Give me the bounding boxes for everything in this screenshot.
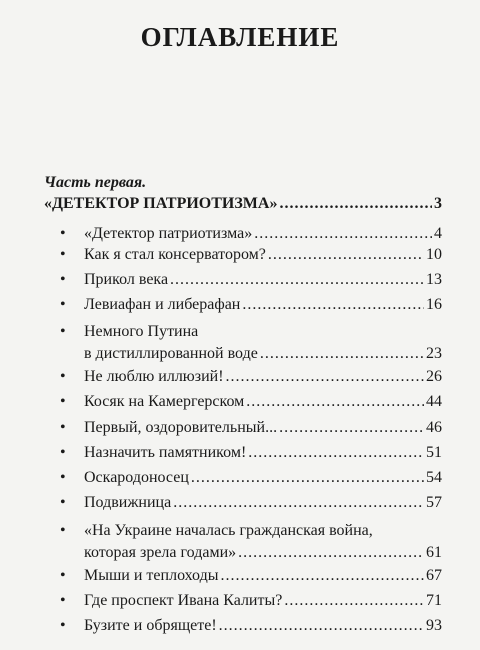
toc-page-number: 44 (426, 393, 442, 410)
leader-dots (191, 468, 424, 488)
toc-page-number: 23 (426, 345, 442, 362)
toc-entry[interactable] (0, 344, 480, 364)
toc-entry[interactable] (0, 224, 480, 244)
toc-entry-title: Прикол века (84, 271, 169, 288)
toc-page-number: 13 (426, 271, 442, 288)
bullet-icon: • (60, 246, 66, 263)
toc-page-number: 67 (426, 567, 442, 584)
toc-entry[interactable] (0, 295, 480, 315)
leader-dots (284, 591, 424, 611)
bullet-icon: • (60, 225, 66, 242)
leader-dots (238, 543, 424, 563)
toc-entry-title: Оскародоносец (84, 469, 189, 486)
toc-entry[interactable] (0, 591, 480, 611)
toc-entry-title: Где проспект Ивана Калиты? (84, 592, 283, 609)
toc-page-number: 71 (426, 592, 442, 609)
toc-page-number: 51 (426, 444, 442, 461)
toc-entry-title: «Детектор патриотизма» (84, 225, 253, 242)
toc-entry-title: Подвижница (84, 494, 172, 511)
bullet-icon: • (60, 271, 66, 288)
toc-page-number: 61 (426, 544, 442, 561)
toc-page-number: 93 (426, 617, 442, 634)
toc-entry[interactable] (0, 392, 480, 412)
leader-dots (248, 443, 424, 463)
toc-entry-title: Как я стал консерватором? (84, 246, 266, 263)
toc-page-number: 54 (426, 469, 442, 486)
bullet-icon: • (60, 522, 66, 539)
toc-entry[interactable] (0, 367, 480, 387)
leader-dots (242, 295, 424, 315)
toc-entry-title: Косяк на Камергерском (84, 393, 245, 410)
toc-page-number: 10 (426, 246, 442, 263)
toc-entry-title-line2: в дистиллированной воде (84, 345, 258, 362)
toc-entry-title: Левиафан и либерафан (84, 296, 241, 313)
leader-dots (279, 418, 424, 438)
toc-entry[interactable] (0, 543, 480, 563)
bullet-icon: • (60, 296, 66, 313)
bullet-icon: • (60, 323, 66, 340)
toc-page-number: 16 (426, 296, 442, 313)
toc-entry[interactable] (0, 270, 480, 290)
bullet-icon: • (60, 368, 66, 385)
toc-page-number: 57 (426, 494, 442, 511)
bullet-icon: • (60, 444, 66, 461)
bullet-icon: • (60, 419, 66, 436)
toc-entry-title-line1: «На Украине началась гражданская война, (84, 522, 373, 539)
toc-page-number: 26 (426, 368, 442, 385)
toc-entry[interactable] (0, 493, 480, 513)
toc-entry[interactable] (0, 616, 480, 636)
leader-dots (254, 224, 432, 244)
toc-entry-title-line2: которая зрела годами» (84, 544, 237, 561)
bullet-icon: • (60, 617, 66, 634)
leader-dots (220, 566, 424, 586)
toc-entry[interactable] (0, 468, 480, 488)
bullet-icon: • (60, 469, 66, 486)
toc-entry-title: Не люблю иллюзий! (84, 368, 224, 385)
toc-entry-title: Мыши и теплоходы (84, 567, 219, 584)
part-label: Часть первая. (44, 174, 147, 191)
toc-entry[interactable] (0, 245, 480, 265)
leader-dots (219, 616, 424, 636)
leader-dots (170, 270, 424, 290)
toc-entry[interactable] (0, 443, 480, 463)
toc-page-number: 46 (426, 419, 442, 436)
page-title: ОГЛАВЛЕНИЕ (140, 22, 340, 52)
leader-dots (268, 245, 424, 265)
bullet-icon: • (60, 393, 66, 410)
toc-entry-title: Первый, оздоровительный... (84, 419, 278, 436)
toc-entry-title: Бузите и обрящете! (84, 617, 217, 634)
leader-dots (260, 344, 424, 364)
toc-entry[interactable] (0, 566, 480, 586)
part-page-number: 3 (434, 195, 442, 212)
leader-dots (173, 493, 424, 513)
leader-dots (226, 367, 424, 387)
bullet-icon: • (60, 567, 66, 584)
toc-entry-title-line1: Немного Путина (84, 323, 199, 340)
toc-entry-title: Назначить памятником! (84, 444, 247, 461)
toc-entry[interactable] (0, 418, 480, 438)
leader-dots (246, 392, 424, 412)
part-title: «ДЕТЕКТОР ПАТРИОТИЗМА» (44, 195, 278, 212)
bullet-icon: • (60, 592, 66, 609)
bullet-icon: • (60, 494, 66, 511)
toc-page-number: 4 (434, 225, 442, 242)
